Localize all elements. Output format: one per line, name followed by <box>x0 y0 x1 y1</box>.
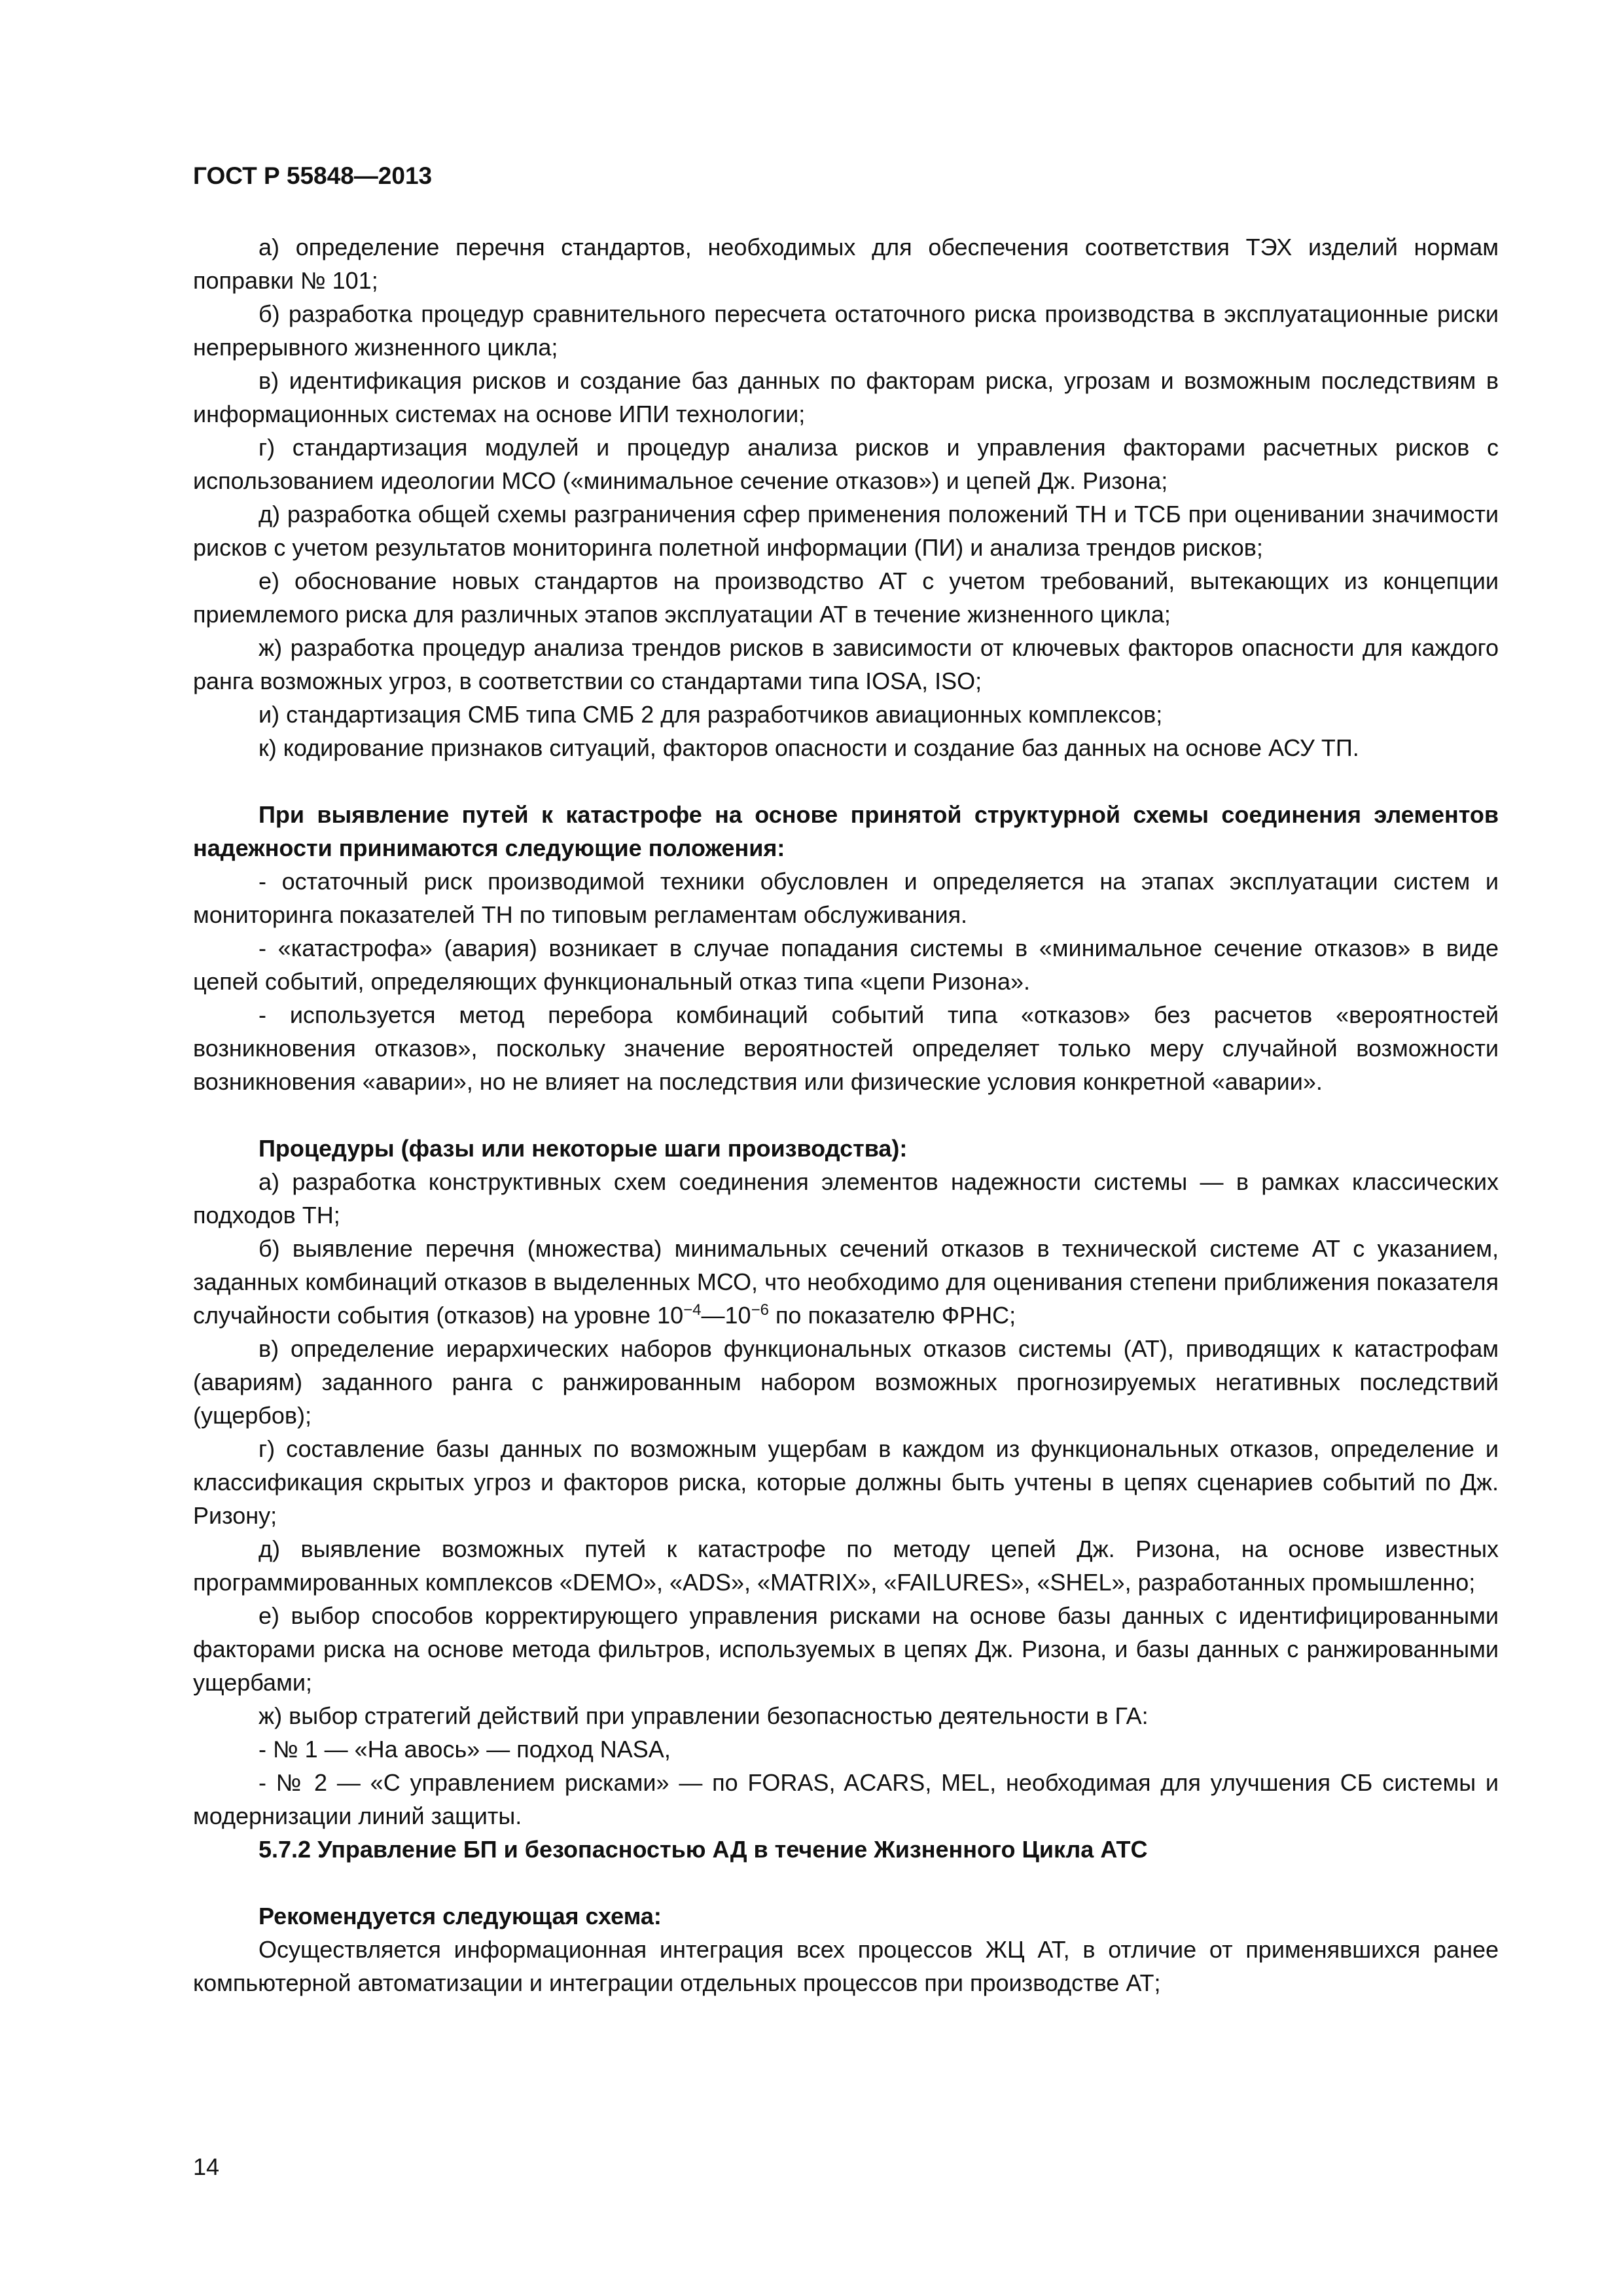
list-item: в) определение иерархических наборов функциональных отказов системы (АТ), приводящих к катастрофам (авариям) заданного ранга с ранжированным набором возможных прогнозируемых негативных последствий (ущербов); <box>193 1335 1499 1429</box>
list-item: - № 1 — «На авось» — подход NASA, <box>259 1736 671 1763</box>
list-item: ж) выбор стратегий действий при управлении безопасностью деятельности в ГА: <box>259 1702 1149 1729</box>
list-item: г) стандартизация модулей и процедур анализа рисков и управления факторами расчетных рисков с использованием идеологии МСО («минимальное сечение отказов») и цепей Дж. Ризона; <box>193 434 1499 494</box>
list-item: д) разработка общей схемы разграничения сфер применения положений ТН и ТСБ при оценивании значимости рисков с учетом результатов мониторинга полетной информации (ПИ) и анализа трендов рисков; <box>193 501 1499 561</box>
list-item: е) обоснование новых стандартов на производство АТ с учетом требований, вытекающих из концепции приемлемого риска для различных этапов эксплуатации АТ в течение жизненного цикла; <box>193 567 1499 628</box>
list-item: - используется метод перебора комбинаций событий типа «отказов» без расчетов «вероятностей возникновения отказов», поскольку значение вероятностей определяет только меру случайной возможности возникновения «аварии», но не влияет на последствия или физические условия конкретной «аварии». <box>193 1001 1499 1095</box>
proc-b-text: по показателю ФРНС; <box>768 1302 1016 1329</box>
section-heading: При выявление путей к катастрофе на основе принятой структурной схемы соединения элементов надежности принимаются следующие положения: <box>193 801 1499 861</box>
list-item: к) кодирование признаков ситуаций, факторов опасности и создание баз данных на основе АСУ ТП. <box>259 734 1359 761</box>
proc-b-text: б) выявление перечня (множества) минимальных сечений отказов в технической системе АТ с указанием, заданных комбинаций отказов в выделенных МСО, что необходимо для оценивания степени приближения показателя случайности события (отказов) на уровне 10 <box>193 1235 1499 1329</box>
list-item: - № 2 — «С управлением рисками» — по FORAS, ACARS, MEL, необходимая для улучшения СБ системы и модернизации линий защиты. <box>193 1769 1499 1829</box>
list-item: д) выявление возможных путей к катастрофе по методу цепей Дж. Ризона, на основе известных программированных комплексов «DEMO», «ADS», «MATRIX», «FAILURES», «SHEL», разработанных промышленно; <box>193 1535 1499 1596</box>
list-item: ж) разработка процедур анализа трендов рисков в зависимости от ключевых факторов опасности для каждого ранга возможных угроз, в соответствии со стандартами типа IOSA, ISO; <box>193 634 1499 694</box>
proc-b-text: —10 <box>701 1302 751 1329</box>
page-number: 14 <box>193 2153 220 2180</box>
exponent: −6 <box>751 1301 769 1319</box>
document-body <box>193 230 1499 2000</box>
list-item: е) выбор способов корректирующего управления рисками на основе базы данных с идентифицированными факторами риска на основе метода фильтров, используемых в цепях Дж. Ризона, и базы данных с ранжированными ущербами; <box>193 1602 1499 1696</box>
list-item: - остаточный риск производимой техники обусловлен и определяется на этапах эксплуатации систем и мониторинга показателей ТН по типовым регламентам обслуживания. <box>193 868 1499 928</box>
list-item: а) разработка конструктивных схем соединения элементов надежности системы — в рамках классических подходов ТН; <box>193 1168 1499 1229</box>
section-heading: Рекомендуется следующая схема: <box>259 1903 662 1929</box>
list-item: - «катастрофа» (авария) возникает в случае попадания системы в «минимальное сечение отказов» в виде цепей событий, определяющих функциональный отказ типа «цепи Ризона». <box>193 935 1499 995</box>
list-item: в) идентификация рисков и создание баз данных по факторам риска, угрозам и возможным последствиям в информационных системах на основе ИПИ технологии; <box>193 367 1499 427</box>
list-item <box>193 1232 1499 1332</box>
list-item: и) стандартизация СМБ типа СМБ 2 для разработчиков авиационных комплексов; <box>259 701 1163 728</box>
document-header: ГОСТ Р 55848—2013 <box>193 162 433 189</box>
section-title: 5.7.2 Управление БП и безопасностью АД в течение Жизненного Цикла АТС <box>259 1836 1148 1863</box>
list-item: г) составление базы данных по возможным ущербам в каждом из функциональных отказов, определение и классификация скрытых угроз и факторов риска, которые должны быть учтены в цепях сценариев событий по Дж. Ризону; <box>193 1435 1499 1529</box>
exponent: −4 <box>683 1301 702 1319</box>
list-item: б) разработка процедур сравнительного пересчета остаточного риска производства в эксплуатационные риски непрерывного жизненного цикла; <box>193 300 1499 361</box>
list-item: а) определение перечня стандартов, необходимых для обеспечения соответствия ТЭХ изделий нормам поправки № 101; <box>193 234 1499 294</box>
section-heading: Процедуры (фазы или некоторые шаги производства): <box>259 1135 908 1162</box>
paragraph: Осуществляется информационная интеграция всех процессов ЖЦ АТ, в отличие от применявшихся ранее компьютерной автоматизации и интеграции отдельных процессов при производстве АТ; <box>193 1936 1499 1996</box>
